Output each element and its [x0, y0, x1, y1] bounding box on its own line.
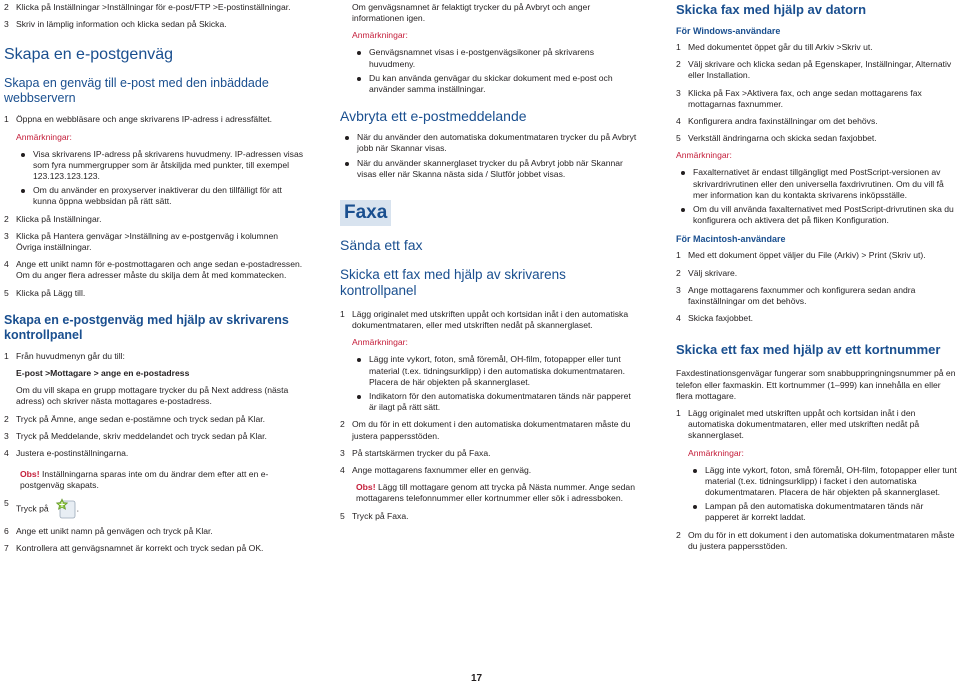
column-left	[4, 2, 304, 560]
step-number: 6	[4, 525, 9, 536]
step-text: Ange ett unikt namn på genvägen och tryck på Klar.	[16, 525, 213, 536]
step	[676, 530, 958, 552]
bullet-icon	[681, 208, 685, 212]
step-text: Klicka på Inställningar >Inställningar för e-post/FTP >E-postinställningar.	[16, 2, 291, 12]
step	[4, 259, 304, 281]
step	[676, 285, 958, 307]
step-text: Öppna en webbläsare och ange skrivarens IP-adress i adressfältet.	[16, 114, 273, 125]
step	[676, 133, 958, 144]
step-number: 1	[4, 350, 9, 361]
section-title: Skicka fax med hjälp av datorn	[676, 2, 867, 17]
step-number: 2	[676, 267, 681, 278]
step-text: Ange mottagarens faxnummer eller en genväg.	[352, 465, 532, 476]
list-item	[357, 132, 640, 154]
list-item	[705, 501, 958, 523]
notes-list	[676, 465, 958, 524]
list-item-text: Lampan på den automatiska dokumentmataren tänds när papperet är korrekt laddat.	[705, 501, 924, 523]
subsection-title: För Macintosh-användare	[676, 234, 786, 245]
notes-list	[4, 149, 304, 208]
step-text: Tryck på Ämne, ange sedan e-postämne och tryck sedan på Klar.	[16, 413, 266, 424]
step-text: Tryck på	[16, 502, 49, 513]
section-title: Skapa en e-postgenväg	[4, 46, 174, 64]
step-number: 2	[676, 59, 681, 70]
step-text: Skriv in lämplig information och klicka sedan på Skicka.	[16, 19, 227, 30]
list-item-text: Indikatorn för den automatiska dokumentmataren tänds när papperet är ilagt på rätt sätt.	[369, 391, 631, 413]
column-middle	[340, 2, 640, 528]
step-text: Ange mottagarens faxnummer och konfigurera sedan andra faxinställningar om det behövs.	[688, 284, 916, 307]
step-text: Verkställ ändringarna och skicka sedan faxjobbet.	[688, 133, 877, 144]
step-number: 7	[4, 542, 9, 553]
notes-label: Anmärkningar:	[16, 131, 72, 142]
paragraph: Faxdestinationsgenvägar fungerar som snabbuppringningsnummer på en telefon eller faxmaskin. Ett kortnummer (1–999) kan innehålla en eller flera mottagare.	[676, 368, 956, 401]
step-number: 1	[4, 114, 9, 125]
step	[676, 116, 958, 127]
step-text-end: .	[76, 502, 80, 513]
bullet-icon	[357, 51, 361, 55]
list-item	[705, 465, 958, 499]
step-text: Om du för in ett dokument i den automatiska dokumentmataren måste du justera pappersstöden.	[688, 529, 955, 551]
step	[676, 59, 958, 81]
step-number: 3	[676, 87, 681, 98]
list-item	[369, 73, 640, 95]
subsection-title: Skicka ett fax med hjälp av skrivarens kontrollpanel	[340, 267, 566, 299]
list-item-text: Du kan använda genvägar du skickar dokument med e-post och använder samma inställningar.	[369, 72, 613, 95]
step	[676, 88, 958, 110]
step-text: Från huvudmenyn går du till:	[16, 350, 125, 361]
bullet-icon	[357, 77, 361, 81]
step-number: 2	[676, 529, 681, 540]
subsection-title: Skapa en genväg till e-post med den inbäddade webbservern	[4, 76, 269, 106]
step-number: 3	[4, 230, 9, 241]
step	[4, 526, 304, 537]
list-item-text: Om du vill använda faxalternativet med PostScript-drivrutinen ska du konfigurera och aktivera det på fliken Konfiguration.	[693, 204, 954, 226]
cancel-list	[340, 132, 640, 180]
notes-list	[676, 167, 958, 226]
step-number: 3	[4, 430, 9, 441]
step-number: 2	[4, 213, 9, 224]
step	[4, 114, 304, 125]
chapter-title: Faxa	[340, 200, 391, 226]
list-item-text: Om du använder en proxyserver inaktiverar du den tillfälligt för att kunna öppna webbsidan på rätt sätt.	[33, 185, 282, 207]
bullet-icon	[345, 162, 349, 166]
step	[4, 543, 304, 554]
step-text: Med ett dokument öppet väljer du File (Arkiv) > Print (Skriv ut).	[688, 250, 926, 261]
step	[340, 419, 640, 441]
step-number: 1	[340, 309, 345, 320]
list-item-text: Lägg inte vykort, foton, små föremål, OH-film, fotopapper eller tunt material (t.ex. tidningsurklipp) i den automatiska dokumentmataren. Placera de här objekten på skannerglaset.	[369, 354, 626, 387]
step	[4, 19, 304, 30]
paragraph: Om genvägsnamnet är felaktigt trycker du på Avbryt och anger informationen igen.	[352, 2, 591, 24]
step	[4, 288, 304, 299]
step-number: 1	[676, 408, 681, 419]
step-text: Klicka på Lägg till.	[16, 287, 86, 298]
notes-label: Anmärkningar:	[676, 150, 732, 161]
menu-path: E-post >Mottagare > ange en e-postadress	[16, 368, 190, 379]
step	[4, 2, 304, 13]
notes-list	[340, 47, 640, 95]
step	[4, 351, 304, 362]
list-item	[693, 167, 958, 201]
step-text: Konfigurera andra faxinställningar om det behövs.	[688, 116, 878, 127]
list-item	[357, 158, 640, 180]
list-item	[369, 354, 640, 388]
bullet-icon	[21, 189, 25, 193]
step-text: På startskärmen trycker du på Faxa.	[352, 447, 491, 458]
list-item-text: När du använder skannerglaset trycker du på Avbryt jobb när Skannar visas eller när Skanna nästa sida / Slutför jobbet visas.	[357, 157, 623, 179]
list-item-text: Faxalternativet är endast tillgängligt med PostScript-versionen av skrivardrivrutinen eller den universella faxdrivrutinen. Om du vill få mer information kan du kontakta skrivarens inköpsställe.	[693, 167, 944, 200]
list-item	[33, 185, 304, 207]
step	[340, 511, 640, 522]
step-number: 2	[340, 419, 345, 430]
notes-label: Anmärkningar:	[352, 337, 408, 348]
step-text: Kontrollera att genvägsnamnet är korrekt och tryck sedan på OK.	[16, 542, 264, 553]
step	[4, 414, 304, 425]
subsection-title: Skapa en e-postgenväg med hjälp av skrivarens kontrollpanel	[4, 312, 289, 342]
step-text: Skicka faxjobbet.	[688, 313, 753, 324]
step-text: Tryck på Faxa.	[352, 510, 409, 521]
list-item-text: När du använder den automatiska dokumentmataren trycker du på Avbryt jobb när Skannar visas.	[357, 132, 637, 154]
list-item-text: Lägg inte vykort, foton, små föremål, OH-film, fotopapper eller tunt material (t.ex. tidningsurklipp) i facket i den automatiska dokumentmataren. Placera de här objekten på skannerglaset.	[705, 464, 957, 498]
step-text: Välj skrivare.	[688, 267, 738, 278]
bullet-icon	[681, 171, 685, 175]
step-text: Ange ett unikt namn för e-postmottagaren och ange sedan e-postadressen. Om du anger flera adresser måste du skilja dem åt med kommatecken.	[16, 259, 303, 281]
step-number: 2	[4, 2, 9, 12]
notes-label: Anmärkningar:	[352, 30, 408, 41]
list-item	[369, 47, 640, 69]
step-number: 4	[4, 259, 9, 270]
step	[4, 448, 304, 459]
section-title: Sända ett fax	[340, 237, 423, 254]
step-text: Klicka på Inställningar.	[16, 213, 102, 224]
add-shortcut-star-icon	[55, 498, 80, 520]
step-text: Med dokumentet öppet går du till Arkiv >Skriv ut.	[688, 42, 873, 52]
list-item	[693, 204, 958, 226]
section-title: Skicka ett fax med hjälp av ett kortnummer	[676, 342, 941, 358]
step-text: Om du för in ett dokument i den automatiska dokumentmataren måste du justera pappersstöden.	[352, 419, 631, 441]
step	[676, 408, 958, 442]
list-item-text: Visa skrivarens IP-adress på skrivarens huvudmeny. IP-adressen visas som fyra nummergrupper som är åtskiljda med punkter, till exempel 123.123.123.123.	[33, 148, 304, 182]
bullet-icon	[693, 505, 697, 509]
step	[676, 313, 958, 324]
step-number: 3	[676, 284, 681, 295]
step-number: 1	[676, 42, 681, 52]
step-number: 4	[676, 116, 681, 127]
bullet-icon	[693, 469, 697, 473]
bullet-icon	[357, 395, 361, 399]
list-item	[369, 391, 640, 413]
list-item	[33, 149, 304, 183]
note-text: Lägg till mottagare genom att trycka på Nästa nummer. Ange sedan mottagarens telefonnummer eller kortnummer eller sök i adressboken.	[356, 482, 635, 504]
subsection-title: För Windows-användare	[676, 26, 781, 36]
step	[4, 214, 304, 225]
step-text: Tryck på Meddelande, skriv meddelandet och tryck sedan på Klar.	[16, 430, 267, 441]
list-item-text: Genvägsnamnet visas i e-postgenvägsikoner på skrivarens huvudmeny.	[369, 47, 594, 69]
step	[676, 268, 958, 279]
step-text: Justera e-postinställningarna.	[16, 448, 129, 459]
column-right	[676, 2, 958, 558]
step-text: Klicka på Fax >Aktivera fax, och ange sedan mottagarens fax mottagarnas faxnummer.	[688, 87, 922, 109]
step-number: 5	[4, 497, 9, 508]
step-number: 2	[4, 413, 9, 424]
step	[676, 250, 958, 261]
step-text: Välj skrivare och klicka sedan på Egenskaper, Inställningar, Alternativ eller Installation.	[688, 59, 952, 81]
bullet-icon	[345, 136, 349, 140]
step-text: Klicka på Hantera genvägar >Inställning av e-postgenväg i kolumnen Övriga inställningar.	[16, 230, 279, 253]
note-label: Obs!	[20, 469, 40, 480]
step-text: Lägg originalet med utskriften uppåt och kortsidan inåt i den automatiska dokumentmataren, eller med utskriften nedåt på skannerglaset.	[688, 408, 920, 441]
note-label: Obs!	[356, 482, 376, 493]
step	[340, 465, 640, 476]
notes-list	[340, 354, 640, 413]
step	[340, 309, 640, 331]
step-detail: Om du vill skapa en grupp mottagare trycker du på Next address (nästa adress) och skriver nästa mottagares e-postadress.	[16, 385, 289, 407]
step-number: 3	[4, 19, 9, 30]
section-title: Avbryta ett e-postmeddelande	[340, 108, 527, 125]
step	[340, 448, 640, 459]
note-box	[20, 469, 304, 491]
step	[676, 42, 958, 53]
notes-label: Anmärkningar:	[688, 447, 744, 458]
page-number: 17	[471, 673, 483, 684]
step-number: 1	[676, 250, 681, 261]
step-number: 5	[676, 133, 681, 144]
step	[4, 498, 304, 520]
note-box	[356, 482, 640, 504]
note-text: Inställningarna sparas inte om du ändrar dem efter att en e-postgenväg skapats.	[20, 469, 269, 491]
step	[4, 431, 304, 442]
step-text: Lägg originalet med utskriften uppåt och kortsidan inåt i den automatiska dokumentmataren, eller med utskriften nedåt på skannerglaset.	[352, 309, 629, 331]
step	[4, 231, 304, 253]
bullet-icon	[21, 153, 25, 157]
step-number: 4	[340, 465, 345, 476]
step-number: 4	[676, 313, 681, 324]
bullet-icon	[357, 358, 361, 362]
step-number: 4	[4, 448, 9, 459]
step-number: 5	[340, 510, 345, 521]
step-number: 3	[340, 447, 345, 458]
step-number: 5	[4, 287, 9, 298]
